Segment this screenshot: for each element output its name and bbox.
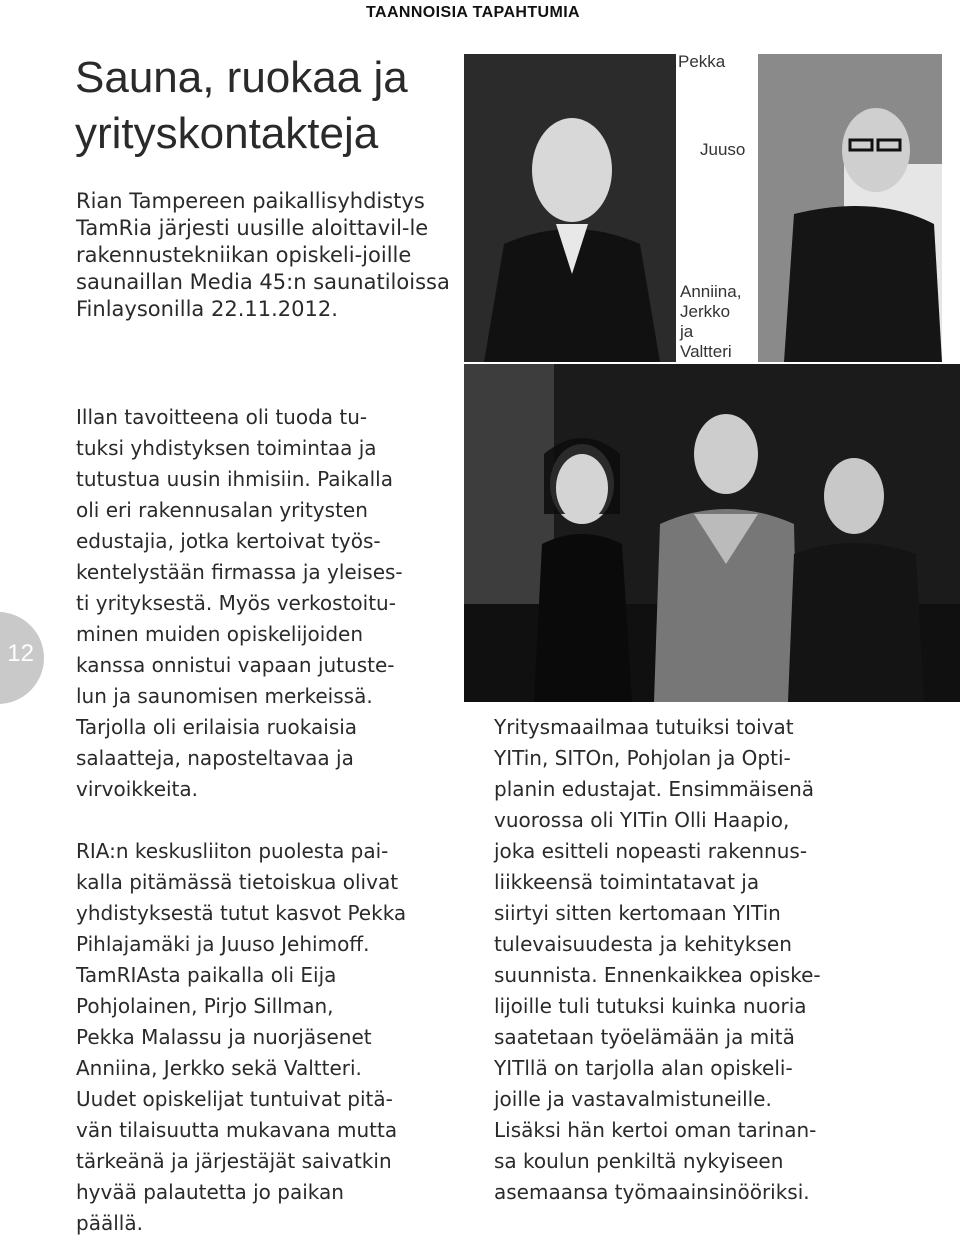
body-line: ti yrityksestä. Myös verkostoitu- <box>76 591 396 615</box>
body-line: kalla pitämässä tietoiskua olivat <box>76 870 399 894</box>
caption-line: Anniina, <box>680 282 742 301</box>
body-line: Yritysmaailmaa tutuiksi toivat <box>494 715 794 739</box>
body-line: Pohjolainen, Pirjo Sillman, <box>76 994 334 1018</box>
body-line: joille ja vastavalmistuneille. <box>494 1087 772 1111</box>
caption-juuso: Juuso <box>700 140 746 159</box>
body-line: kanssa onnistui vapaan jutuste- <box>76 653 395 677</box>
body-line: joka esitteli nopeasti rakennus- <box>494 839 808 863</box>
body-line: lijoille tuli tutuksi kuinka nuoria <box>494 994 807 1018</box>
photo-students <box>464 364 960 702</box>
body-line: saatetaan työelämään ja mitä <box>494 1025 795 1049</box>
body-line: virvoikkeita. <box>76 777 199 801</box>
article-body-1 <box>76 402 456 805</box>
body-line: hyvää palautetta jo paikan <box>76 1180 344 1204</box>
section-label: TAANNOISIA TAPAHTUMIA <box>366 4 581 21</box>
photo-students-illustration <box>464 364 960 702</box>
body-line: RIA:n keskusliiton puolesta pai- <box>76 839 389 863</box>
page-number-badge <box>0 612 44 704</box>
body-line: minen muiden opiskelijoiden <box>76 622 364 646</box>
body-line: yhdistyksestä tutut kasvot Pekka <box>76 901 407 925</box>
body-line: sa koulun penkiltä nykyiseen <box>494 1149 784 1173</box>
body-line: Illan tavoitteena oli tuoda tu- <box>76 405 368 429</box>
body-line: Uudet opiskelijat tuntuivat pitä- <box>76 1087 393 1111</box>
body-line: vän tilaisuutta mukavana mutta <box>76 1118 398 1142</box>
body-line: Lisäksi hän kertoi oman tarinan- <box>494 1118 817 1142</box>
body-line: Pihlajamäki ja Juuso Jehimoff. <box>76 932 370 956</box>
body-line: tutustua uusin ihmisiin. Paikalla <box>76 467 393 491</box>
body-line: TamRIAsta paikalla oli Eija <box>76 963 337 987</box>
caption-line: Valtteri <box>680 342 732 361</box>
body-line: oli eri rakennusalan yritysten <box>76 498 368 522</box>
body-line: Tarjolla oli erilaisia ruokaisia <box>76 715 358 739</box>
caption-line: Jerkko <box>680 302 731 321</box>
body-line: päällä. <box>76 1211 143 1235</box>
body-line: planin edustajat. Ensimmäisenä <box>494 777 815 801</box>
body-line: Anniina, Jerkko sekä Valtteri. <box>76 1056 362 1080</box>
body-line: siirtyi sitten kertomaan YITin <box>494 901 781 925</box>
body-line: tulevaisuudesta ja kehityksen <box>494 932 792 956</box>
body-line: lun ja saunomisen merkeissä. <box>76 684 373 708</box>
body-line: Pekka Malassu ja nuorjäsenet <box>76 1025 372 1049</box>
body-line: tuksi yhdistyksen toimintaa ja <box>76 436 377 460</box>
caption-group <box>680 282 741 362</box>
body-line: asemaansa työmaainsinööriksi. <box>494 1180 810 1204</box>
article-body-2 <box>76 836 456 1239</box>
article-body-3 <box>494 712 884 1208</box>
body-line: liikkeensä toimintatavat ja <box>494 870 760 894</box>
article-lead: Rian Tampereen paikallisyhdistys TamRia järjesti uusille aloittavil-le rakennustekniikan opiskeli-joille saunaillan Media 45:n saunatiloissa Finlaysonilla 22.11.2012. <box>76 189 450 321</box>
body-line: YITin, SITOn, Pohjolan ja Opti- <box>494 746 791 770</box>
body-line: YITllä on tarjolla alan opiskeli- <box>494 1056 793 1080</box>
caption-line: ja <box>680 322 694 341</box>
article-title: Sauna, ruokaa ja yrityskontakteja <box>75 53 408 158</box>
body-line: edustajia, jotka kertoivat työs- <box>76 529 381 553</box>
body-line: vuorossa oli YITin Olli Haapio, <box>494 808 790 832</box>
caption-pekka: Pekka <box>678 52 726 71</box>
body-line: kentelystään firmassa ja yleises- <box>76 560 403 584</box>
body-line: tärkeänä ja järjestäjät saivatkin <box>76 1149 392 1173</box>
body-line: suunnista. Ennenkaikkea opiske- <box>494 963 821 987</box>
body-line: salaatteja, naposteltavaa ja <box>76 746 354 770</box>
page-number: 12 <box>7 640 34 667</box>
